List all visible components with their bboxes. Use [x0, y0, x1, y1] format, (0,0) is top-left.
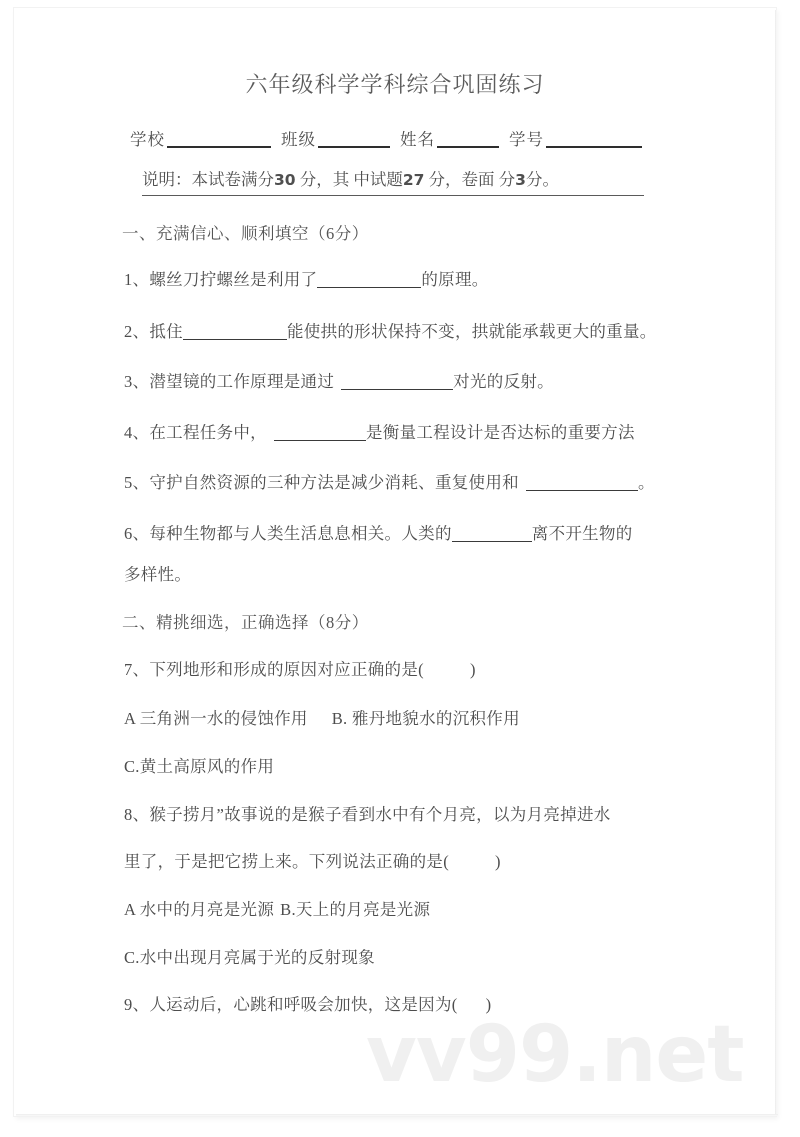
question-4-blank[interactable] — [274, 440, 366, 441]
question-5-text-part2: 。 — [637, 473, 655, 492]
page-title: 六年级科学学科综合巩固练习 — [245, 72, 545, 97]
question-5-text-part1: 守护自然资源的三种方法是减少消耗、重复使用和 — [149, 473, 519, 492]
question-3-blank[interactable] — [341, 389, 453, 390]
class-input[interactable] — [318, 146, 390, 148]
question-4-text-part1: 在工程任务中， — [149, 423, 267, 442]
question-8-number: 8、 — [124, 805, 150, 824]
question-8-stem-line-2: 里了，于是把它捞上来。下列说法正确的是( — [124, 852, 449, 871]
question-1 — [124, 266, 489, 290]
question-2-number: 2、 — [124, 322, 150, 341]
name-input[interactable] — [437, 146, 499, 148]
school-input[interactable] — [167, 146, 271, 148]
notice-presentation-score: 3 — [515, 171, 526, 189]
exam-notice — [142, 166, 644, 196]
question-7-stem: 下列地形和形成的原因对应正确的是( — [149, 660, 424, 679]
question-6-text-part1: 每种生物都与人类生活息息相关。人类的 — [149, 524, 452, 543]
notice-questions-score: 27 — [402, 171, 425, 189]
class-label: 班级 — [281, 130, 316, 149]
question-8-line-2 — [124, 848, 501, 872]
notice-suffix: 分。 — [525, 170, 559, 189]
question-1-blank[interactable] — [317, 287, 421, 288]
question-9-stem-end: ) — [485, 995, 492, 1014]
question-3 — [124, 368, 554, 392]
question-9-number: 9、 — [124, 995, 150, 1014]
question-8-stem-end: ) — [495, 852, 501, 871]
question-7-stem-end: ) — [469, 660, 476, 679]
question-5 — [124, 469, 655, 493]
question-6-line-2: 多样性。 — [124, 565, 192, 584]
question-1-number: 1、 — [124, 270, 150, 289]
section-heading-2: 二、精挑细选，正确选择（8分） — [122, 613, 369, 632]
question-1-text-part1: 螺丝刀拧螺丝是利用了 — [149, 270, 318, 289]
document-content — [14, 8, 776, 1116]
question-8-line-1 — [124, 801, 611, 825]
question-2-blank[interactable] — [183, 339, 287, 340]
section-heading-1: 一、充满信心、顺利填空（6分） — [122, 224, 369, 243]
question-7-option-b[interactable]: B. 雅丹地貌水的沉积作用 — [331, 709, 520, 728]
question-6-text-part2: 离不开生物的 — [531, 524, 633, 543]
student-id-label: 学号 — [509, 130, 544, 149]
question-4 — [124, 419, 635, 443]
question-7-option-a[interactable]: A 三角洲一水的侵蚀作用 — [124, 709, 308, 728]
question-9 — [124, 991, 491, 1015]
question-5-number: 5、 — [124, 473, 150, 492]
question-6-line-1 — [124, 520, 633, 544]
question-4-text-part2: 是衡量工程设计是否达标的重要方法 — [365, 423, 635, 442]
question-8-stem-line-1: 猴子捞月”故事说的是猴子看到水中有个月亮，以为月亮掉进水 — [149, 805, 611, 824]
name-label: 姓名 — [400, 130, 435, 149]
student-info-row — [130, 126, 690, 150]
question-9-stem: 人运动后，心跳和呼吸会加快，这是因为( — [149, 995, 458, 1014]
question-4-number: 4、 — [124, 423, 150, 442]
question-8-option-c[interactable]: C.水中出现月亮属于光的反射现象 — [124, 948, 375, 967]
notice-prefix: 说明：本试卷满分 — [142, 170, 274, 189]
question-8-option-b[interactable]: B.天上的月亮是光源 — [280, 900, 431, 919]
notice-total-score: 30 — [274, 171, 296, 189]
notice-mid-2: 分，卷面 分 — [428, 170, 516, 189]
question-3-text-part1: 潜望镜的工作原理是通过 — [149, 372, 335, 391]
notice-mid-1: 分，其 中试题 — [299, 170, 403, 189]
watermark: vv99.net — [366, 1010, 744, 1100]
question-7-number: 7、 — [124, 660, 150, 679]
question-5-blank[interactable] — [526, 490, 638, 491]
question-2-text-part1: 抵住 — [149, 322, 183, 341]
question-2 — [124, 318, 657, 342]
question-8-options-row-1 — [124, 896, 430, 920]
question-8-option-a[interactable]: A 水中的月亮是光源 — [124, 900, 275, 919]
question-6-blank[interactable] — [452, 541, 532, 542]
question-7 — [124, 656, 476, 680]
question-7-options-row-1 — [124, 705, 520, 729]
question-6-number: 6、 — [124, 524, 150, 543]
school-label: 学校 — [130, 130, 165, 149]
question-7-option-c[interactable]: C.黄土高原风的作用 — [124, 757, 275, 776]
student-id-input[interactable] — [546, 146, 642, 148]
question-2-text-part2: 能使拱的形状保持不变，拱就能承载更大的重量。 — [286, 322, 657, 341]
question-3-number: 3、 — [124, 372, 150, 391]
question-3-text-part2: 对光的反射。 — [453, 372, 554, 391]
question-1-text-part2: 的原理。 — [421, 270, 489, 289]
